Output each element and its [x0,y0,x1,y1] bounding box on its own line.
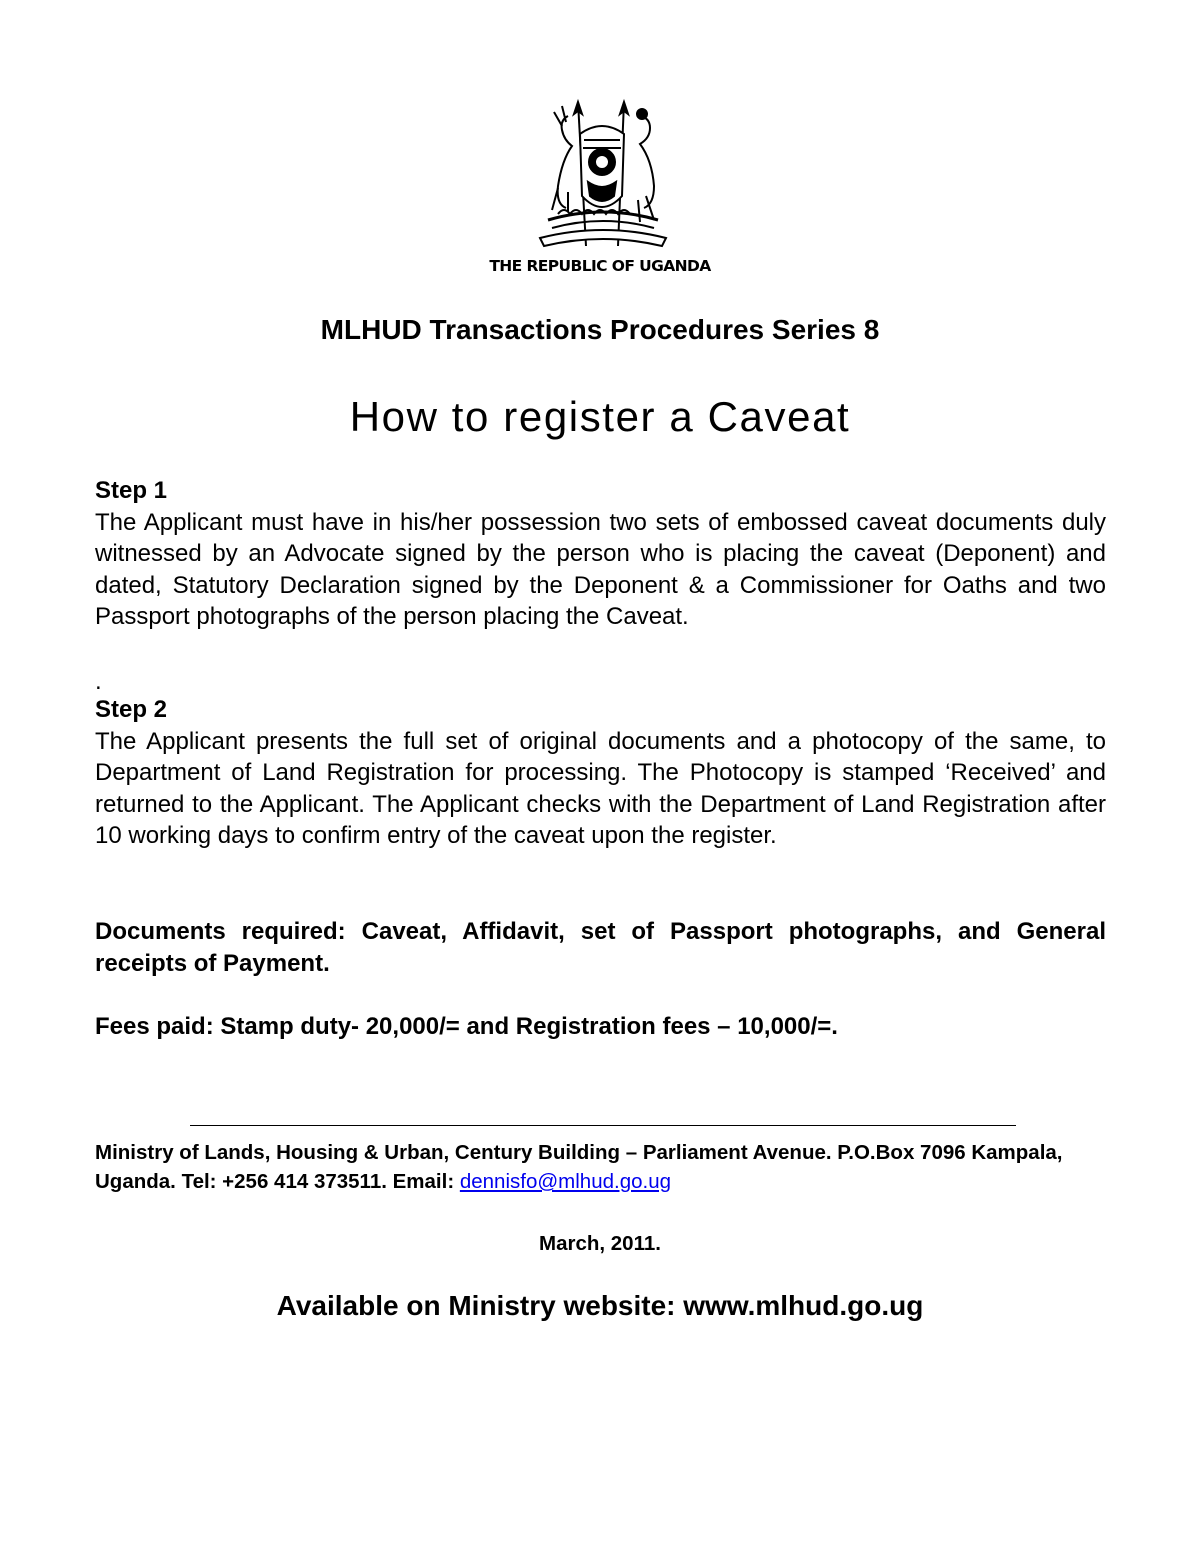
step-2-section [95,694,1106,852]
footer-divider [190,1125,1016,1126]
series-title: MLHUD Transactions Procedures Series 8 [320,314,880,345]
email-link[interactable]: dennisfo@mlhud.go.ug [459,1170,671,1193]
step-2-label: Step 2 [95,696,168,723]
step-1-label: Step 1 [95,477,168,504]
fees-paid: Fees paid: Stamp duty- 20,000/= and Registration fees – 10,000/=. [95,1013,838,1040]
documents-required: Documents required: Caveat, Affidavit, set of Passport photographs, and General receipts of Payment. [95,918,1106,977]
document-date: March, 2011. [539,1232,661,1255]
step-1-text: The Applicant must have in his/her possession two sets of embossed caveat documents duly witnessed by an Advocate signed by the person who is placing the caveat (Deponent) and dated, Statutory Declaration signed by the Deponent & a Commissioner for Oaths and two Passport photographs of the person placing the Caveat. [95,508,1106,630]
step-1-section [95,475,1106,633]
address-text: Ministry of Lands, Housing & Urban, Century Building – Parliament Avenue. P.O.Box 7096 Kampala, Uganda. Tel: +256 414 373511. Email: [95,1141,1063,1193]
uganda-coat-of-arms-icon [528,96,678,252]
step-2-text: The Applicant presents the full set of original documents and a photocopy of the same, to Department of Land Registration for processing. The Photocopy is stamped ‘Received’ and returned to the Applicant. The Applicant checks with the Department of Land Registration after 10 working days to confirm entry of the caveat upon the register. [95,727,1106,849]
page-title: How to register a Caveat [349,393,851,440]
separator-dot: . [95,668,102,695]
republic-heading: THE REPUBLIC OF UGANDA [489,257,711,275]
footer-address [95,1138,1106,1196]
website-notice: Available on Ministry website: www.mlhud.go.ug [276,1290,924,1321]
